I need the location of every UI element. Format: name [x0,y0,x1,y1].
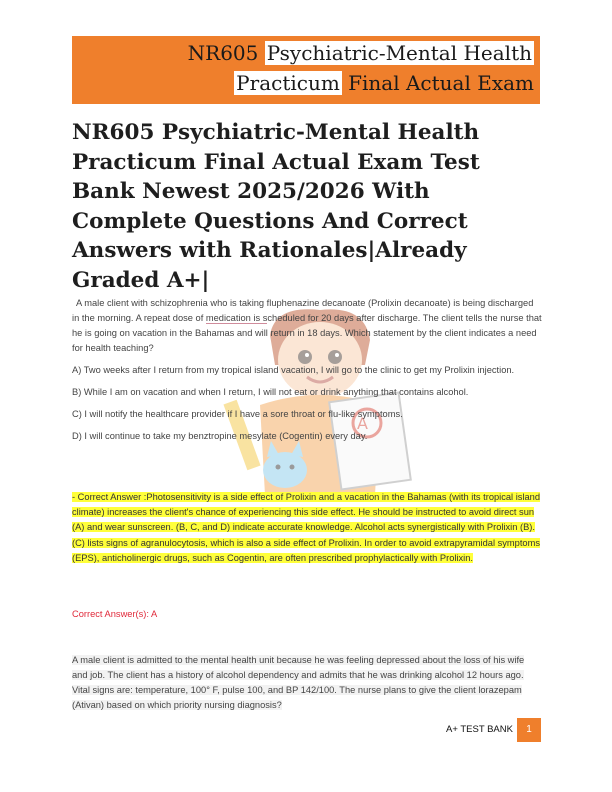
question-1-option-c: C) I will notify the healthcare provider if I have a sore throat or flu-like symptoms. [72,409,403,419]
document-title: NR605 Psychiatric-Mental Health Practicum Final Actual Exam Test Bank Newest 2025/2026 With Complete Questions And Correct Answers with Rationales|Already Graded A+| [72,120,480,293]
question-1-rationale [72,490,542,566]
header-exam: Final Actual Exam [348,71,534,95]
page-number: 1 [517,718,541,742]
header-banner [72,36,540,104]
header-practicum: Practicum [236,71,340,95]
rationale-text: - Correct Answer :Photosensitivity is a side effect of Prolixin and a vacation in the Bahamas (with its tropical island climate) increases the client's chance of experiencing this side effect. He should be instructed to avoid direct sun (A) and wear sunscreen. (B, C, and D) indicate accurate knowledge. Alcohol acts synergistically with Prolixin (B). (C) lists signs of agranulocytosis, which is also a side effect of Prolixin. In order to avoid extrapyramidal symptoms (EPS), anticholinergic drugs, such as Cogentin, are often prescribed prophylactically with Prolixin. [72,492,540,563]
question-1-option-d: D) I will continue to take my benztropine mesylate (Cogentin) every day. [72,431,368,441]
header-subject: Psychiatric-Mental Health [266,41,532,65]
header-line-2 [234,71,534,96]
svg-text:A: A [357,414,368,433]
question-1 [72,296,542,451]
header-code: NR605 [187,41,259,65]
footer-label: A+ TEST BANK [446,724,513,735]
question-1-stem: A male client with schizophrenia who is taking fluphenazine decanoate (Prolixin decanoate) is being discharged in the morning. A repeat dose of medication is scheduled for 20 days after discharge. The client tells the nurse that he is going on vacation in the Bahamas and will return in 18 days. Which statement by the client indicates a need for health teaching? [72,298,542,353]
header-line-1 [188,41,534,66]
question-2-stem: A male client is admitted to the mental health unit because he was feeling depressed about the loss of his wife and job. The client has a history of alcohol dependency and admits that he was drinking alcohol 12 hours ago. Vital signs are: temperature, 100° F, pulse 100, and BP 142/100. The nurse plans to give the client lorazepam (Ativan) based on which priority nursing diagnosis? [72,655,525,710]
question-2 [72,653,542,713]
question-1-option-b: B) While I am on vacation and when I return, I will not eat or drink anything that contains alcohol. [72,387,469,397]
question-1-correct-answer: Correct Answer(s): A [72,609,158,619]
question-1-option-a: A) Two weeks after I return from my tropical island vacation, I will go to the clinic to get my Prolixin injection. [72,365,515,375]
